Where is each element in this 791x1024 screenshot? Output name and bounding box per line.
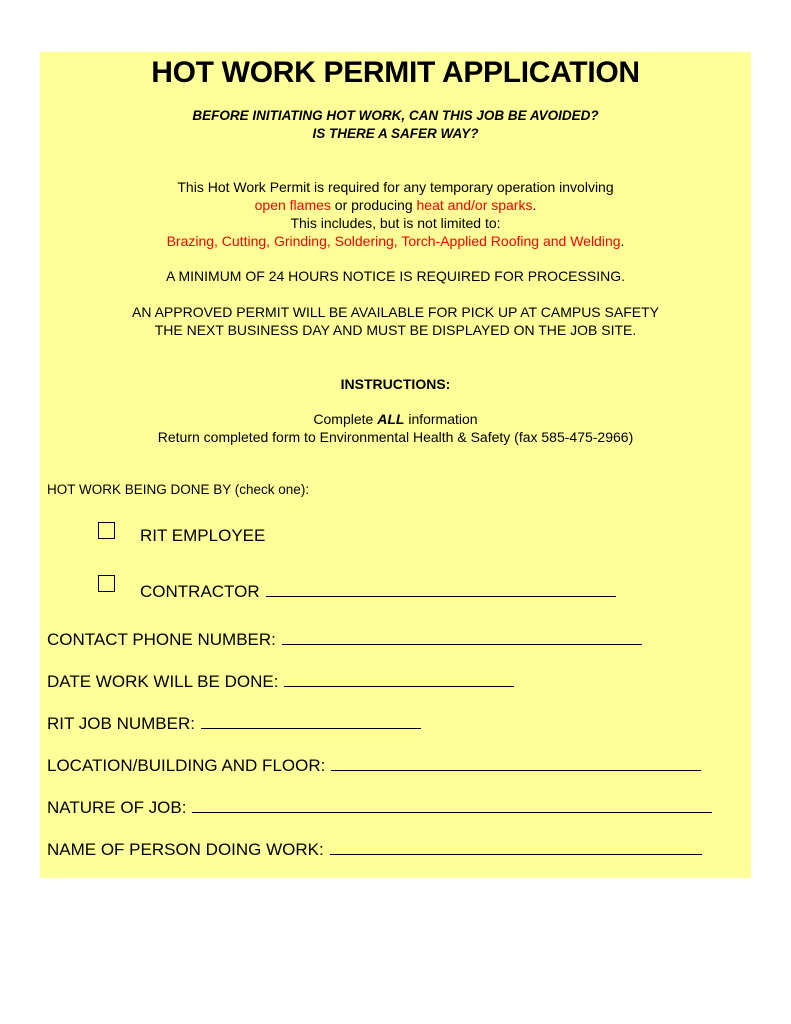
nature-of-job-input[interactable] xyxy=(192,796,712,813)
location-row xyxy=(47,754,701,776)
intro-line-4 xyxy=(40,232,751,250)
open-flames-text: open flames xyxy=(254,197,331,213)
intro-line-1: This Hot Work Permit is required for any temporary operation involving xyxy=(177,179,614,195)
person-name-input[interactable] xyxy=(330,838,702,855)
contractor-name-input[interactable] xyxy=(266,580,616,597)
rit-job-number-row xyxy=(47,712,421,734)
date-work-label: DATE WORK WILL BE DONE: xyxy=(47,672,279,691)
all-emphasis: ALL xyxy=(377,411,405,427)
person-name-row xyxy=(47,838,702,860)
notice-text: A MINIMUM OF 24 HOURS NOTICE IS REQUIRED FOR PROCESSING. xyxy=(166,268,625,284)
intro-line-2 xyxy=(40,196,751,214)
instructions-line-1-pre: Complete xyxy=(313,411,378,427)
contractor-checkbox[interactable] xyxy=(98,575,115,592)
done-by-label: HOT WORK BEING DONE BY (check one): xyxy=(47,482,310,497)
instructions-heading: INSTRUCTIONS: xyxy=(340,376,451,392)
rit-job-number-input[interactable] xyxy=(201,712,421,729)
intro-line-4-end: . xyxy=(620,233,625,249)
hot-work-types-text: Brazing, Cutting, Grinding, Soldering, Torch-Applied Roofing and Welding xyxy=(166,233,621,249)
location-input[interactable] xyxy=(331,754,701,771)
rit-employee-checkbox[interactable] xyxy=(98,522,115,539)
contractor-row xyxy=(140,580,616,602)
location-label: LOCATION/BUILDING AND FLOOR: xyxy=(47,756,326,775)
instructions-line-2: Return completed form to Environmental Health & Safety (fax 585-475-2966) xyxy=(157,429,634,445)
pickup-line-1: AN APPROVED PERMIT WILL BE AVAILABLE FOR PICK UP AT CAMPUS SAFETY xyxy=(132,304,659,320)
contact-phone-label: CONTACT PHONE NUMBER: xyxy=(47,630,276,649)
permit-form-panel xyxy=(40,52,751,878)
subtitle-question-2: IS THERE A SAFER WAY? xyxy=(312,126,479,141)
contact-phone-row xyxy=(47,628,642,650)
intro-line-2-end: . xyxy=(532,197,537,213)
intro-line-3: This includes, but is not limited to: xyxy=(290,215,501,231)
contractor-label: CONTRACTOR xyxy=(140,582,260,601)
nature-of-job-row xyxy=(47,796,712,818)
instructions-line-1 xyxy=(40,410,751,428)
intro-line-2-mid: or producing xyxy=(330,197,417,213)
date-work-row xyxy=(47,670,514,692)
rit-employee-label: RIT EMPLOYEE xyxy=(140,526,266,545)
nature-of-job-label: NATURE OF JOB: xyxy=(47,798,187,817)
rit-job-number-label: RIT JOB NUMBER: xyxy=(47,714,195,733)
heat-sparks-text: heat and/or sparks xyxy=(416,197,533,213)
page-title: HOT WORK PERMIT APPLICATION xyxy=(151,56,640,89)
instructions-line-1-post: information xyxy=(404,411,478,427)
person-name-label: NAME OF PERSON DOING WORK: xyxy=(47,840,324,859)
subtitle-question-1: BEFORE INITIATING HOT WORK, CAN THIS JOB BE AVOIDED? xyxy=(192,108,599,123)
contact-phone-input[interactable] xyxy=(282,628,642,645)
date-work-input[interactable] xyxy=(284,670,514,687)
pickup-line-2: THE NEXT BUSINESS DAY AND MUST BE DISPLAYED ON THE JOB SITE. xyxy=(154,322,637,338)
